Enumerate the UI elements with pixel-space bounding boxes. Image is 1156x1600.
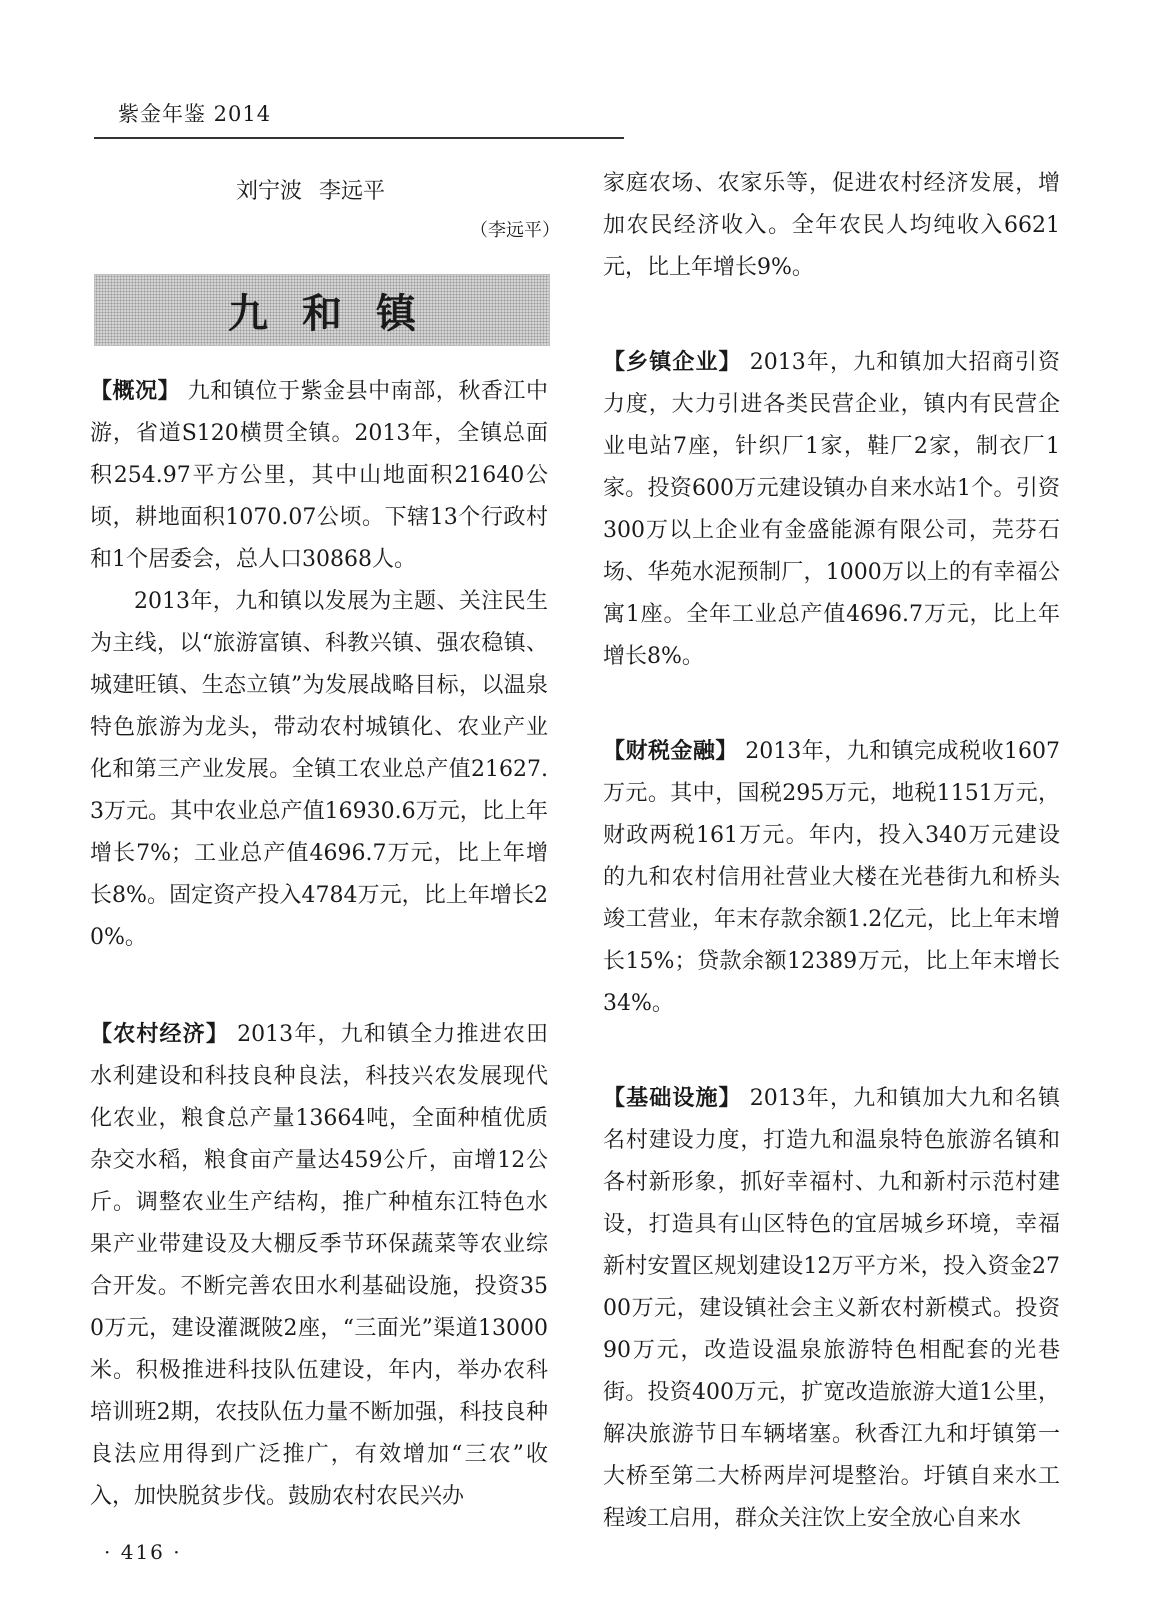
author-names: 刘宁波 李远平 [236,179,385,204]
rural-economy-paragraph [90,1013,548,1518]
section-gap [603,678,1060,730]
right-column [603,163,1060,1540]
township-enterprise-label: 【乡镇企业】 [603,349,742,375]
overview-label: 【概况】 [90,378,181,404]
section-title: 九和镇 [228,290,450,337]
left-column [90,370,548,1518]
yearbook-title: 紫金年鉴 2014 [118,102,272,126]
overview-text: 九和镇位于紫金县中南部，秋香江中游，省道S120横贯全镇。2013年，全镇总面积254.97平方公里，其中山地面积21640公顷，耕地面积1070.07公顷。下辖13个行政村和1个居委会，总人口30868人。 [90,379,548,572]
rural-economy-text: 2013年，九和镇全力推进农田水利建设和科技良种良法，科技兴农发展现代化农业，粮食总产量13664吨，全面种植优质杂交水稻，粮食亩产量达459公斤，亩增12公斤。调整农业生产结构，推广种植东江特色水果产业带建设及大棚反季节环保蔬菜等农业综合开发。不断完善农田水利基础设施，投资350万元，建设灌溉陂2座，“三面光”渠道13000米。积极推进科技队伍建设，年内，举办农科培训班2期，农技队伍力量不断加强，科技良种良法应用得到广泛推广，有效增加“三农”收入，加快脱贫步伐。鼓励农村农民兴办 [90,1022,548,1509]
finance-label: 【财税金融】 [603,738,738,764]
rural-economy-label: 【农村经济】 [90,1021,229,1047]
section-gap [603,289,1060,341]
section-gap [603,1025,1060,1077]
infrastructure-paragraph [603,1077,1060,1540]
photo-credit-note: （李远平） [470,220,560,241]
overview-paragraph-2: 2013年，九和镇以发展为主题、关注民生为主线，以“旅游富镇、科教兴镇、强农稳镇、城建旺镇、生态立镇”为发展战略目标，以温泉特色旅游为龙头，带动农村城镇化、农业产业化和第三产业发展。全镇工农业总产值21627.3万元。其中农业总产值16930.6万元，比上年增长7%；工业总产值4696.7万元，比上年增长8%。固定资产投入4784万元，比上年增长20%。 [90,589,548,950]
township-enterprise-text: 2013年，九和镇加大招商引资力度，大力引进各类民营企业，镇内有民营企业电站7座，针织厂1家，鞋厂2家，制衣厂1家。投资600万元建设镇办自来水站1个。引资300万以上企业有金盛能源有限公司，芫芬石场、华苑水泥预制厂，1000万以上的有幸福公寓1座。全年工业总产值4696.7万元，比上年增长8%。 [603,350,1060,669]
section-title-banner [94,274,550,346]
header-rule [94,137,624,139]
infrastructure-text: 2013年，九和镇加大九和名镇名村建设力度，打造九和温泉特色旅游名镇和各村新形象，抓好幸福村、九和新村示范村建设，打造具有山区特色的宜居城乡环境，幸福新村安置区规划建设12万平方米，投入资金2700万元，建设镇社会主义新农村新模式。投资90万元，改造设温泉旅游特色相配套的光巷街。投资400万元，扩宽改造旅游大道1公里，解决旅游节日车辆堵塞。秋香江九和圩镇第一大桥至第二大桥两岸河堤整治。圩镇自来水工程竣工启用，群众关注饮上安全放心自来水 [603,1086,1060,1531]
infrastructure-label: 【基础设施】 [603,1085,742,1111]
section-gap [90,959,548,1013]
finance-paragraph [603,730,1060,1025]
overview-paragraph [90,370,548,581]
finance-text: 2013年，九和镇完成税收1607万元。其中，国税295万元，地税1151万元，财政两税161万元。年内，投入340万元建设的九和农村信用社营业大楼在光巷街九和桥头竣工营业，年末存款余额1.2亿元，比上年末增长15%；贷款余额12389万元，比上年末增长34%。 [603,739,1060,1016]
township-enterprise-paragraph [603,341,1060,678]
page-number: · 416 · [104,1540,182,1564]
rural-economy-continued: 家庭农场、农家乐等，促进农村经济发展，增加农民经济收入。全年农民人均纯收入6621元，比上年增长9%。 [603,171,1060,280]
